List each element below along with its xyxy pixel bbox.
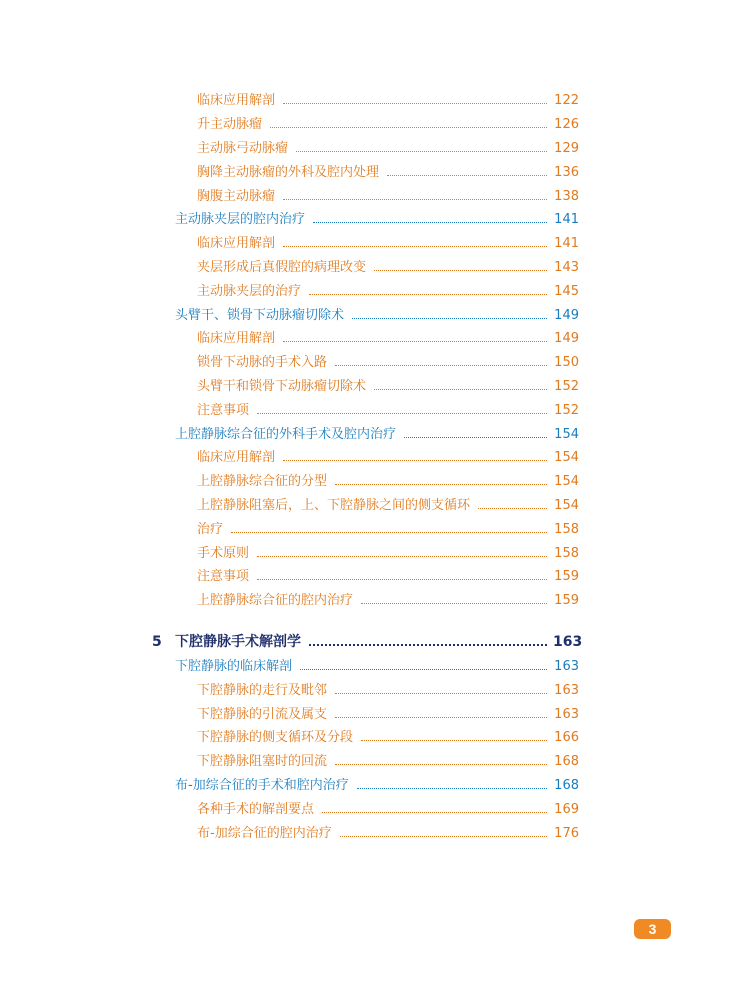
entry-title: 下腔静脉的引流及属支: [197, 706, 328, 722]
dot-leader: [352, 318, 547, 319]
dot-leader: [404, 437, 547, 438]
entry-page-number: 154: [554, 497, 579, 513]
entry-title: 临床应用解剖: [197, 93, 276, 109]
entry-title: 下腔静脉的侧支循环及分段: [197, 730, 354, 746]
entry-title: 夹层形成后真假腔的病理改变: [197, 259, 367, 275]
dot-leader: [296, 151, 547, 152]
toc-section-entry[interactable]: [0, 422, 579, 446]
entry-title: 注意事项: [197, 569, 250, 585]
toc-subsection-entry[interactable]: [0, 541, 579, 565]
entry-page-number: 163: [554, 682, 579, 698]
toc-section-entry[interactable]: [0, 208, 579, 232]
entry-title: 上腔静脉综合征的腔内治疗: [197, 593, 354, 609]
toc-subsection-entry[interactable]: [0, 184, 579, 208]
dot-leader: [231, 532, 547, 533]
toc-chapter-entry[interactable]: [0, 629, 583, 655]
dot-leader: [361, 740, 547, 741]
chapter-number: 5: [152, 633, 162, 650]
entry-title: 手术原则: [197, 545, 250, 561]
entry-title: 临床应用解剖: [197, 236, 276, 252]
entry-title: 布-加综合征的腔内治疗: [197, 825, 332, 841]
toc-subsection-entry[interactable]: [0, 232, 579, 256]
toc-subsection-entry[interactable]: [0, 750, 579, 774]
toc-subsection-entry[interactable]: [0, 678, 579, 702]
toc-subsection-entry[interactable]: [0, 137, 579, 161]
toc-section-b: [0, 655, 730, 845]
entry-page-number: 149: [554, 331, 579, 347]
entry-title: 注意事项: [197, 402, 250, 418]
toc-section-entry[interactable]: [0, 655, 579, 679]
dot-leader: [387, 175, 547, 176]
toc-subsection-entry[interactable]: [0, 351, 579, 375]
entry-page-number: 169: [554, 801, 579, 817]
entry-page-number: 176: [554, 825, 579, 841]
entry-page-number: 163: [554, 658, 579, 674]
dot-leader: [340, 836, 547, 837]
entry-page-number: 154: [554, 426, 579, 442]
entry-page-number: 166: [554, 730, 579, 746]
toc-subsection-entry[interactable]: [0, 494, 579, 518]
toc-subsection-entry[interactable]: [0, 517, 579, 541]
entry-page-number: 152: [554, 402, 579, 418]
entry-title: 胸腹主动脉瘤: [197, 188, 276, 204]
toc-subsection-entry[interactable]: [0, 565, 579, 589]
entry-page-number: 154: [554, 474, 579, 490]
dot-leader: [283, 199, 547, 200]
entry-title: 主动脉弓动脉瘤: [197, 140, 289, 156]
dot-leader: [335, 717, 547, 718]
entry-page-number: 129: [554, 140, 579, 156]
dot-leader: [270, 127, 547, 128]
entry-title: 各种手术的解剖要点: [197, 801, 315, 817]
toc-subsection-entry[interactable]: [0, 89, 579, 113]
toc-section-entry[interactable]: [0, 303, 579, 327]
toc-subsection-entry[interactable]: [0, 160, 579, 184]
entry-page-number: 158: [554, 521, 579, 537]
toc-subsection-entry[interactable]: [0, 279, 579, 303]
dot-leader: [361, 603, 547, 604]
dot-leader: [309, 644, 547, 646]
dot-leader: [309, 294, 547, 295]
entry-page-number: 168: [554, 754, 579, 770]
entry-page-number: 141: [554, 212, 579, 228]
toc-subsection-entry[interactable]: [0, 470, 579, 494]
toc-section-a: [0, 89, 730, 613]
toc-subsection-entry[interactable]: [0, 375, 579, 399]
entry-title: 头臂干、锁骨下动脉瘤切除术: [175, 307, 345, 323]
dot-leader: [374, 270, 547, 271]
entry-title: 下腔静脉阻塞时的回流: [197, 754, 328, 770]
dot-leader: [322, 812, 547, 813]
entry-page-number: 158: [554, 545, 579, 561]
toc-subsection-entry[interactable]: [0, 398, 579, 422]
entry-page-number: 159: [554, 593, 579, 609]
dot-leader: [374, 389, 547, 390]
chapter-page-number: 163: [553, 633, 583, 650]
entry-title: 临床应用解剖: [197, 450, 276, 466]
dot-leader: [257, 579, 547, 580]
entry-title: 头臂干和锁骨下动脉瘤切除术: [197, 378, 367, 394]
table-of-contents: [0, 89, 730, 845]
dot-leader: [335, 764, 547, 765]
entry-page-number: 149: [554, 307, 579, 323]
toc-subsection-entry[interactable]: [0, 797, 579, 821]
entry-page-number: 143: [554, 259, 579, 275]
dot-leader: [283, 341, 547, 342]
entry-title: 上腔静脉综合征的分型: [197, 474, 328, 490]
entry-title: 治疗: [197, 521, 224, 537]
dot-leader: [335, 484, 547, 485]
dot-leader: [257, 556, 547, 557]
dot-leader: [335, 365, 547, 366]
dot-leader: [283, 246, 547, 247]
entry-page-number: 168: [554, 777, 579, 793]
entry-title: 锁骨下动脉的手术入路: [197, 355, 328, 371]
entry-page-number: 150: [554, 355, 579, 371]
entry-title: 布-加综合征的手术和腔内治疗: [175, 777, 349, 793]
toc-subsection-entry[interactable]: [0, 726, 579, 750]
entry-title: 上腔静脉阻塞后，上、下腔静脉之间的侧支循环: [197, 497, 471, 513]
entry-title: 下腔静脉的临床解剖: [175, 658, 293, 674]
entry-page-number: 141: [554, 236, 579, 252]
dot-leader: [357, 788, 547, 789]
toc-subsection-entry[interactable]: [0, 821, 579, 845]
entry-page-number: 163: [554, 706, 579, 722]
entry-title: 上腔静脉综合征的外科手术及腔内治疗: [175, 426, 397, 442]
dot-leader: [300, 669, 547, 670]
toc-subsection-entry[interactable]: [0, 113, 579, 137]
toc-section-entry[interactable]: [0, 774, 579, 798]
entry-page-number: 154: [554, 450, 579, 466]
chapter-title: 下腔静脉手术解剖学: [175, 633, 301, 650]
toc-subsection-entry[interactable]: [0, 589, 579, 613]
entry-page-number: 145: [554, 283, 579, 299]
toc-subsection-entry[interactable]: [0, 702, 579, 726]
dot-leader: [283, 460, 547, 461]
toc-subsection-entry[interactable]: [0, 327, 579, 351]
entry-title: 升主动脉瘤: [197, 117, 263, 133]
dot-leader: [478, 508, 547, 509]
toc-subsection-entry[interactable]: [0, 446, 579, 470]
entry-page-number: 136: [554, 164, 579, 180]
entry-title: 主动脉夹层的腔内治疗: [175, 212, 306, 228]
toc-subsection-entry[interactable]: [0, 256, 579, 280]
entry-title: 下腔静脉的走行及毗邻: [197, 682, 328, 698]
entry-page-number: 152: [554, 378, 579, 394]
entry-page-number: 126: [554, 117, 579, 133]
entry-page-number: 159: [554, 569, 579, 585]
entry-page-number: 138: [554, 188, 579, 204]
entry-title: 胸降主动脉瘤的外科及腔内处理: [197, 164, 380, 180]
dot-leader: [335, 693, 547, 694]
entry-page-number: 122: [554, 93, 579, 109]
entry-title: 临床应用解剖: [197, 331, 276, 347]
entry-title: 主动脉夹层的治疗: [197, 283, 302, 299]
dot-leader: [313, 222, 547, 223]
page-number-badge: 3: [634, 919, 671, 939]
dot-leader: [257, 413, 547, 414]
dot-leader: [283, 103, 547, 104]
